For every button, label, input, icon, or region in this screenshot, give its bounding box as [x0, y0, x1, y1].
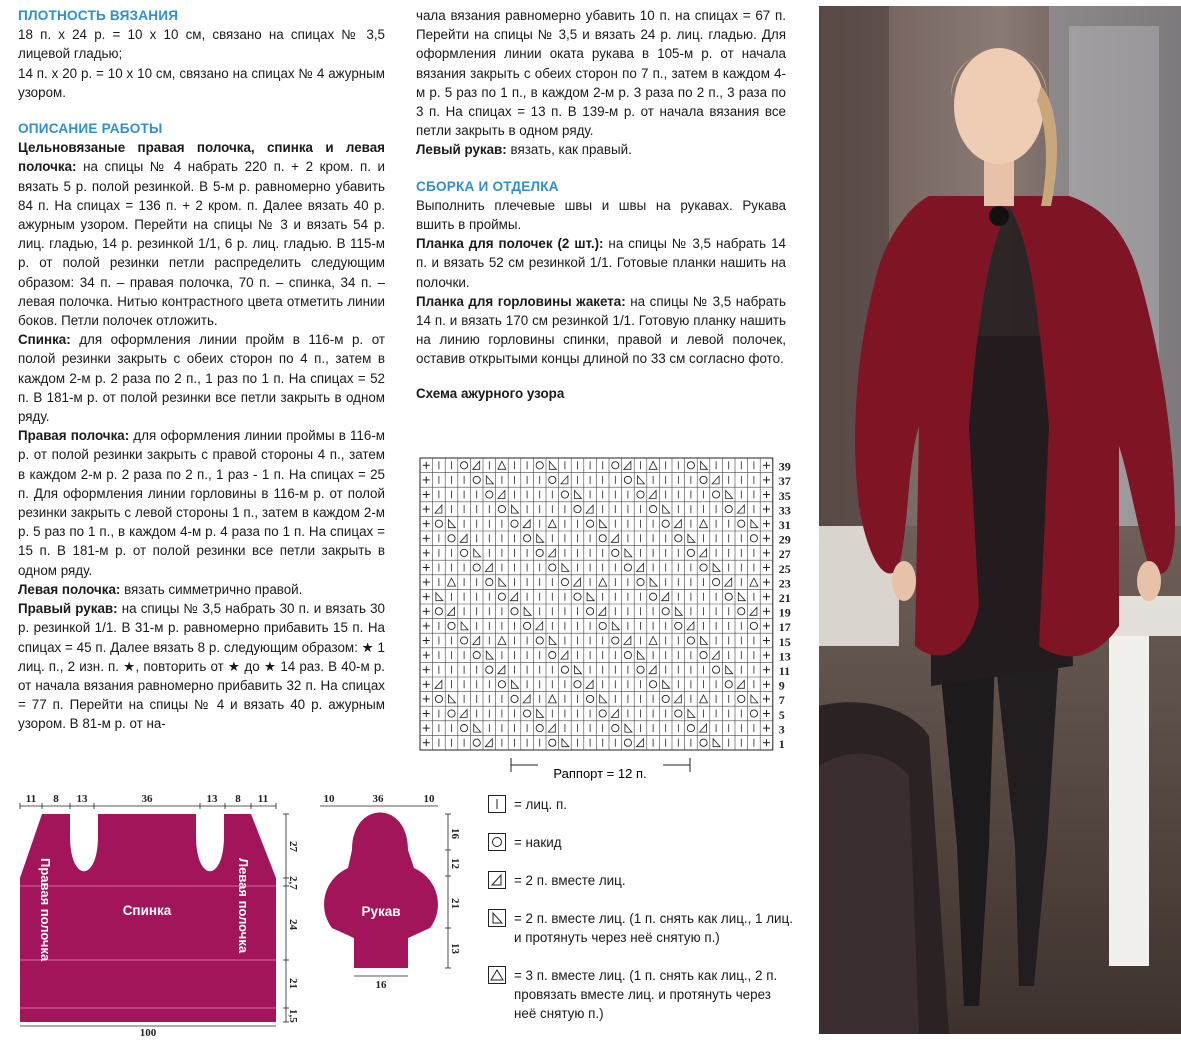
paragraph-lead: Цельновязаные правая полочка, спинка и левая полочка: [18, 140, 385, 175]
dim-label: 36 [372, 793, 384, 805]
sleeve-pattern-schematic [312, 788, 472, 998]
dim-label: 21 [287, 978, 299, 989]
label-left-front: Левая полочка [236, 858, 251, 954]
chart-grid [420, 458, 773, 750]
dim-label: 11 [25, 793, 37, 805]
row-number: 17 [778, 620, 791, 635]
dim-label: 16 [375, 979, 387, 991]
dim-label: 10 [423, 793, 435, 805]
row-number: 25 [778, 561, 791, 576]
sleeve-pattern-shape [324, 813, 438, 969]
chart-row-numbers [779, 460, 791, 751]
yarn-over-icon [488, 833, 506, 851]
row-number: 37 [778, 474, 791, 489]
dim-label: 8 [53, 793, 59, 805]
row-number: 27 [778, 547, 791, 562]
density-line-2: 14 п. х 20 р. = 10 х 10 см, связано на спицах № 4 ажурным узором. [18, 65, 385, 100]
row-number: 9 [778, 678, 785, 693]
dim-label: 8 [235, 793, 241, 805]
text-column-left [18, 6, 385, 734]
row-number: 23 [778, 576, 791, 591]
dim-label: 1,5 [287, 1009, 299, 1023]
right-sleeve-col1: на спицы № 3,5 набрать 30 п. и вязать 30 р. резинкой 1/1. В 31-м р. равномерно прибавить 15 п. На спицах = 45 п. Далее вязать 8 р. следующим образом: ★ 1 лиц. п., 2 изн. п. ★, повторить от ★ до ★ 14 раз. В 40-м р. от начала вязания равномерно прибавить 32 п. На спицах = 77 п. Перейти на спицы № 4 и вязать 40 р. ажурным узором. В 81-м р. от на- [18, 601, 385, 732]
lace-pattern-chart [418, 456, 798, 786]
dim-label: 13 [206, 793, 218, 805]
sk2p-icon [488, 966, 506, 984]
paragraph-right-front: Правая полочка: для оформления линии проймы в 116-м р. от полой резинки закрыть с правой стороны 4 п., затем в каждом 2-м р. 2 раза по 2 п., 1 раз - 1 п. На спицах = 25 п. Для оформления линии горловины в 116-м р. от полой резинки закрыть с левой стороны 1 п., затем в каждом 2-м р. 5 раз по 1 п., в каждом 4-м р. 4 раза по 1 п. На спицах = 15 п. В 181-м р. от полой резинки все петли закрыть в одном ряду. [18, 428, 385, 578]
label-sleeve: Рукав [361, 904, 401, 919]
dim-label: 2,7 [287, 876, 299, 890]
row-number: 3 [778, 722, 785, 737]
body-pattern-schematic [14, 788, 314, 1038]
paragraph-lead: Спинка: [18, 332, 71, 348]
paragraph-lead: Правая полочка: [18, 428, 130, 444]
density-heading: ПЛОТНОСТЬ ВЯЗАНИЯ [18, 8, 179, 23]
text-column-middle [416, 6, 786, 403]
paragraph-lead: Левая полочка: [18, 581, 121, 597]
dim-label: 27 [287, 841, 299, 852]
dim-label: 11 [257, 793, 269, 805]
paragraph-front-band: Планка для полочек (2 шт.): на спицы № 3,5 набрать 14 п. и вязать 52 см резинкой 1/1. Готовые планки нашить на полочки. [416, 236, 786, 290]
row-number: 1 [778, 737, 785, 751]
paragraph-lead: Правый рукав: [18, 601, 118, 617]
description-heading: ОПИСАНИЕ РАБОТЫ [18, 121, 163, 137]
row-number: 29 [778, 532, 791, 547]
model-photo [819, 6, 1181, 1034]
dim-label: 10 [323, 793, 335, 805]
assembly-heading: СБОРКА И ОТДЕЛКА [416, 178, 559, 194]
row-number: 31 [778, 518, 791, 532]
assembly-intro: Выполнить плечевые швы и швы на рукавах. Рукава вшить в проймы. [416, 197, 786, 233]
lace-chart-title: Схема ажурного узора [416, 385, 565, 401]
density-line-1: 18 п. х 24 р. = 10 х 10 см, связано на спицах № 3,5 лицевой гладью; [18, 27, 385, 62]
dim-label: 13 [449, 943, 461, 954]
label-right-front: Правая полочка [38, 858, 53, 962]
repeat-label: Раппорт = 12 п. [553, 766, 647, 781]
dim-label: 100 [139, 1027, 157, 1038]
row-number: 21 [778, 591, 791, 605]
row-number: 15 [778, 634, 791, 649]
row-number: 11 [778, 664, 791, 678]
label-back: Спинка [122, 903, 172, 918]
paragraph-neck-band: Планка для горловины жакета: на спицы № 3,5 набрать 14 п. и вязать 170 см резинкой 1/1. Готовую планку нашить на линию горловины спинки, правой и левой полочек, оставив открытыми концы длиной по 33 см согласно фото. [416, 293, 786, 367]
ssk-icon [488, 909, 506, 927]
dim-label: 21 [449, 898, 461, 909]
paragraph-right-sleeve [18, 599, 385, 733]
dim-label: 36 [141, 793, 153, 805]
dim-label: 12 [449, 858, 461, 869]
row-number: 35 [778, 488, 791, 503]
paragraph-body: Цельновязаные правая полочка, спинка и левая полочка: на спицы № 4 набрать 220 п. + 2 кром. п. и вязать 5 р. полой резинкой. В 5-м р. равномерно убавить 84 п. На спицах = 136 п. + 2 кром. п. Далее вязать 40 р. ажурным узором. Перейти на спицы № 3 и вязать 54 р. лиц. гладью, 14 р. резинкой 1/1, 6 р. лиц. гладью. В 115-м р. от полой резинки петли распределить следующим образом: 34 п. – правая полочка, 70 п. – спинка, 34 п. – левая полочка. Нитью контрастного цвета отметить линии боков. Петли полочек отложить. [18, 140, 385, 329]
paragraph-left-front: Левая полочка: вязать симметрично правой. [18, 581, 303, 597]
paragraph-back: Спинка: для оформления линии пройм в 116-м р. от полой резинки закрыть с обеих сторон по 4 п., затем в каждом 2-м р. 2 раза по 2 п., 1 раз по 1 п. На спицах = 52 п. В 181-м р. от полой резинки все петли закрыть в одном ряду. [18, 332, 385, 425]
right-sleeve-continued: чала вязания равномерно убавить 10 п. на спицах = 67 п. Перейти на спицы № 3,5 и вязать 24 р. лиц. гладью. Для оформления линии оката рукава в 105-м р. от начала вязания закрыть с обеих сторон по 7 п., затем в каждом 4-м р. 5 раз по 1 п., в каждом 2-м р. 3 раза по 2 п., 3 раза по 3 п. На спицах = 13 п. В 139-м р. от начала вязания все петли закрыть в одном ряду. [416, 8, 786, 139]
row-number: 33 [778, 503, 791, 518]
dim-label: 24 [287, 919, 299, 930]
row-number: 19 [778, 605, 791, 620]
row-number: 5 [778, 707, 785, 722]
row-number: 7 [778, 693, 785, 708]
row-number: 13 [778, 649, 791, 664]
knit-stitch-icon [488, 795, 506, 813]
dim-label: 13 [76, 793, 88, 805]
paragraph-left-sleeve: Левый рукав: вязать, как правый. [416, 142, 632, 158]
dim-label: 16 [449, 828, 461, 839]
k2tog-icon [488, 871, 506, 889]
row-number: 39 [778, 459, 791, 474]
